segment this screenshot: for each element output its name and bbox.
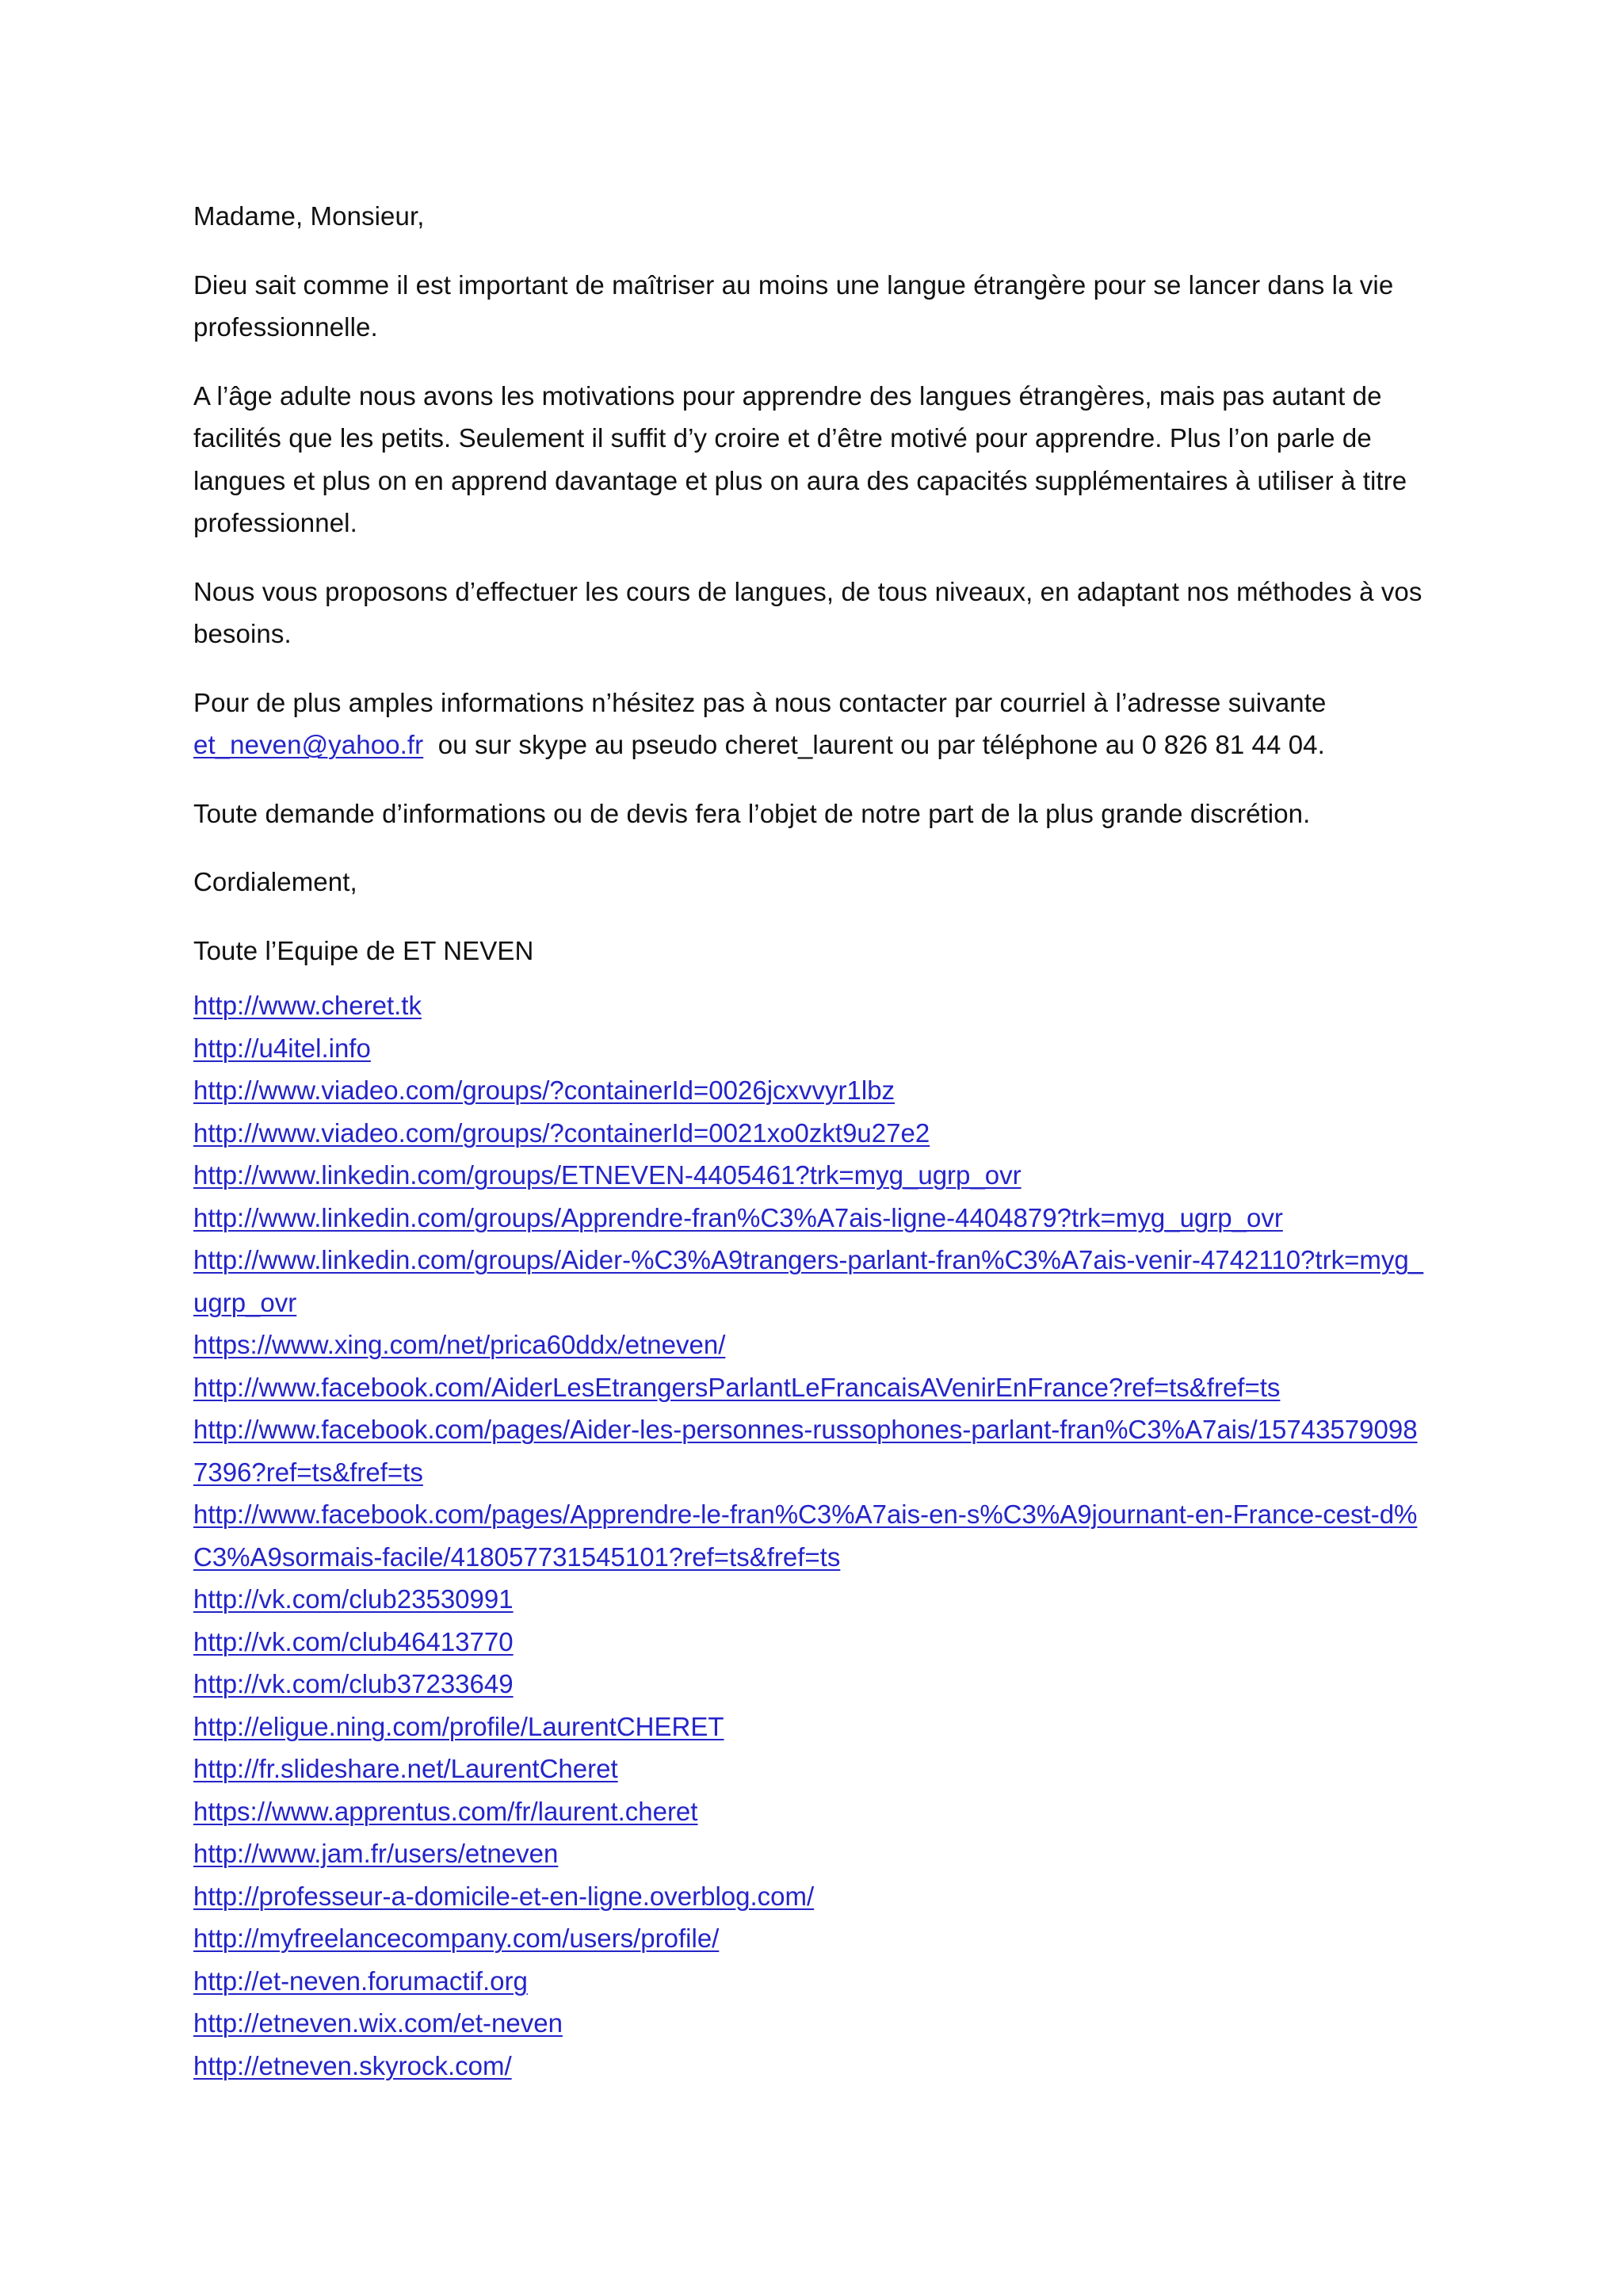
greeting: Madame, Monsieur, xyxy=(193,201,425,231)
web-link[interactable]: http://et-neven.forumactif.org xyxy=(193,1966,528,1996)
web-link[interactable]: http://www.facebook.com/AiderLesEtrangersParlantLeFrancaisAVenirEnFrance?ref=ts&fref=ts xyxy=(193,1372,1281,1402)
paragraph-discretion: Toute demande d’informations ou de devis fera l’objet de notre part de la plus grande discrétion. xyxy=(193,798,1311,828)
web-link[interactable]: http://eligue.ning.com/profile/LaurentCHERET xyxy=(193,1711,724,1741)
web-link[interactable]: http://www.viadeo.com/groups/?containerId=0021xo0zkt9u27e2 xyxy=(193,1117,930,1148)
links-list xyxy=(193,984,1430,2087)
paragraph-intro: Dieu sait comme il est important de maîtriser au moins une langue étrangère pour se lancer dans la vie professionnelle. xyxy=(193,269,1394,342)
web-link[interactable]: https://www.xing.com/net/prica60ddx/etneven/ xyxy=(193,1330,726,1359)
paragraph-motivation: A l’âge adulte nous avons les motivations pour apprendre des langues étrangères, mais pas autant de facilités que les petits. Seulement il suffit d’y croire et d’être motivé pour apprendre. Plus l’on parle de langues et plus on en apprend davantage et plus on aura des capacités supplémentaires à utiliser à titre professionnel. xyxy=(193,380,1407,537)
web-link[interactable]: http://www.linkedin.com/groups/ETNEVEN-4405461?trk=myg_ugrp_ovr xyxy=(193,1160,1022,1190)
letter-body xyxy=(193,195,1430,972)
web-link[interactable]: http://www.linkedin.com/groups/Aider-%C3%A9trangers-parlant-fran%C3%A7ais-venir-4742110?trk=myg_ugrp_ovr xyxy=(193,1245,1424,1317)
web-link[interactable]: http://fr.slideshare.net/LaurentCheret xyxy=(193,1754,618,1783)
web-link[interactable]: http://vk.com/club23530991 xyxy=(193,1584,514,1614)
contact-text: Pour de plus amples informations n’hésitez pas à nous contacter par courriel à l’adresse suivante xyxy=(193,687,1327,717)
web-link[interactable]: http://www.linkedin.com/groups/Apprendre-fran%C3%A7ais-ligne-4404879?trk=myg_ugrp_ovr xyxy=(193,1202,1283,1232)
paragraph-offer: Nous vous proposons d’effectuer les cours de langues, de tous niveaux, en adaptant nos méthodes à vos besoins. xyxy=(193,576,1423,648)
signature: Toute l’Equipe de ET NEVEN xyxy=(193,935,534,965)
contact-text-after: ou sur skype au pseudo cheret_laurent ou par téléphone au 0 826 81 44 04. xyxy=(423,730,1325,759)
paragraph-contact xyxy=(193,682,1430,766)
web-link[interactable]: http://www.facebook.com/pages/Aider-les-personnes-russophones-parlant-fran%C3%A7ais/157435790987396?ref=ts&fref=ts xyxy=(193,1415,1418,1487)
web-link[interactable]: http://myfreelancecompany.com/users/profile/ xyxy=(193,1924,720,1953)
web-link[interactable]: http://professeur-a-domicile-et-en-ligne.overblog.com/ xyxy=(193,1881,815,1911)
email-link[interactable]: et_neven@yahoo.fr xyxy=(193,730,424,759)
web-link[interactable]: http://u4itel.info xyxy=(193,1033,371,1063)
web-link[interactable]: http://www.jam.fr/users/etneven xyxy=(193,1839,559,1868)
web-link[interactable]: http://etneven.skyrock.com/ xyxy=(193,2050,512,2080)
web-link[interactable]: http://www.viadeo.com/groups/?containerId=0026jcxvvyr1lbz xyxy=(193,1075,896,1105)
web-link[interactable]: http://vk.com/club37233649 xyxy=(193,1669,514,1698)
closing: Cordialement, xyxy=(193,867,357,896)
web-link[interactable]: http://www.cheret.tk xyxy=(193,991,422,1020)
web-link[interactable]: http://vk.com/club46413770 xyxy=(193,1626,514,1656)
web-link[interactable]: https://www.apprentus.com/fr/laurent.cheret xyxy=(193,1796,698,1826)
web-link[interactable]: http://etneven.wix.com/et-neven xyxy=(193,2008,563,2038)
web-link[interactable]: http://www.facebook.com/pages/Apprendre-le-fran%C3%A7ais-en-s%C3%A9journant-en-France-cest-d%C3%A9sormais-facile/418057731545101?ref=ts&fref=ts xyxy=(193,1499,1418,1572)
